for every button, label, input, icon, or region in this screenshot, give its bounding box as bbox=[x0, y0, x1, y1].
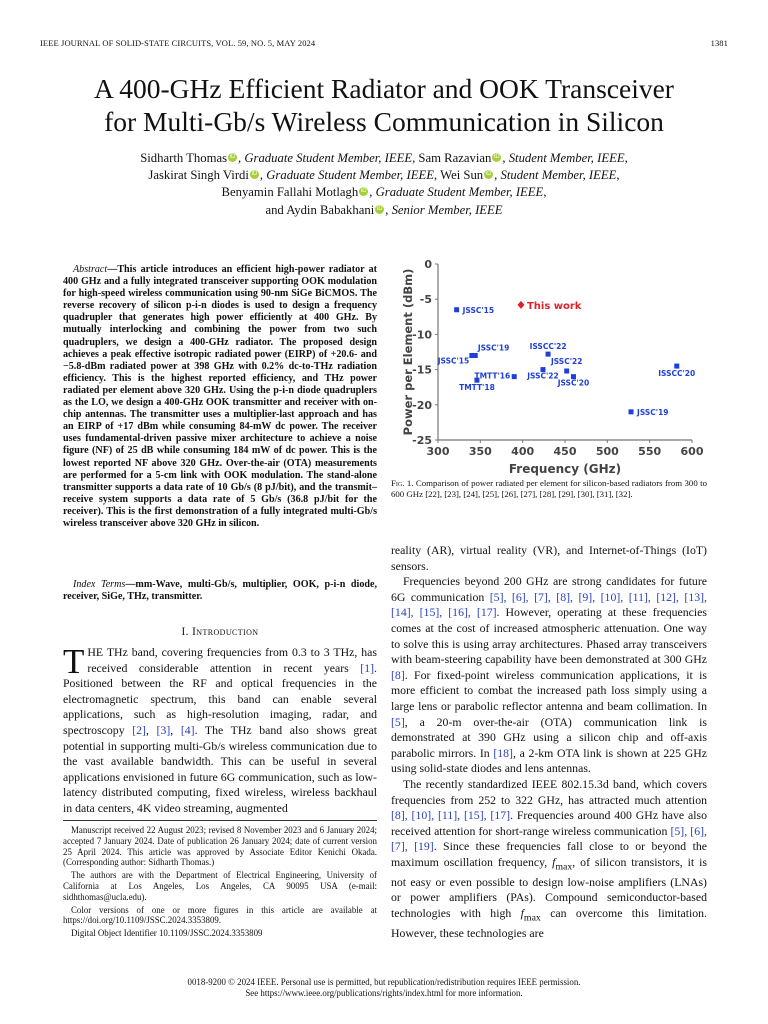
data-point-marker bbox=[454, 307, 459, 312]
x-tick-label: 400 bbox=[511, 445, 535, 458]
this-work-label: This work bbox=[526, 300, 582, 312]
index-terms-text: mm-Wave, multi-Gb/s, multiplier, OOK, p-i-n diode, receiver, SiGe, THz, transmitter. bbox=[63, 579, 377, 603]
caption-text: Comparison of power radiated per element for silicon-based radiators from 300 to 600 GHz [22], [23], [24], [25], [26], [27], [28], [29], [30], [31], [32]. bbox=[391, 478, 707, 499]
footnote-divider bbox=[63, 820, 377, 821]
data-point-label: ISSCC'22 bbox=[529, 342, 567, 352]
author-list bbox=[30, 150, 738, 219]
orcid-icon[interactable]: iD bbox=[376, 205, 383, 212]
y-tick-label: -10 bbox=[412, 328, 432, 342]
fmax-subscript: max bbox=[523, 912, 541, 924]
author-name: Jaskirat Singh Virdi bbox=[148, 168, 249, 183]
paragraph bbox=[391, 574, 707, 777]
journal-name: IEEE JOURNAL OF SOLID-STATE CIRCUITS, VOL. 59, NO. 5, MAY 2024 bbox=[40, 38, 316, 48]
citation-link[interactable]: [5] bbox=[391, 714, 405, 729]
running-head bbox=[40, 38, 728, 48]
y-tick-label: -5 bbox=[419, 293, 432, 307]
abstract-text: This article introduces an efficient high-power radiator at 400 GHz and a fully integrated transceiver supporting OOK modulation for high-speed wireless communication using 90-nm SiGe BiCMOS. The reverse recovery of silicon p-i-n diodes is used to design a frequency quadrupler that generates high power efficiently at 400 GHz. By mutually interlocking and combining the power from two such quadruplers, we design a 400-GHz radiator. The proposed design achieves a peak effective isotropic radiated power (EIRP) of +20.6- and −5.8-dBm radiated power at 398 GHz with 0.2% dc-to-THz radiation efficiency. This is the highest reported efficiency, and THz power radiated per element above 320 GHz. Using the p-i-n diode quadruplers as the LO, we design a 400-GHz OOK transmitter and receiver with on-chip antennas. The transmitter uses a multiplier-last approach and has an EIRP of +17 dBm while consuming 84-mW dc power. The receiver uses fundamental-driven passive mixer architecture to achieve a noise figure (NF) of 25 dB while consuming 184 mW of dc power. This is the lowest reported NF above 320 GHz. Over-the-air (OTA) measurements are performed for a 5-cm link with OOK modulation. The stand-alone transmitter supports a data rate of 10 Gb/s (8 pJ/bit), and the transmit–receive system supports a data rate of 5 Gb/s (36.8 pJ/bit for the receiver). This is the first demonstration of a fully integrated multi-Gb/s wireless transceiver above 320 GHz in silicon. bbox=[63, 264, 377, 529]
x-tick-label: 550 bbox=[638, 445, 662, 458]
x-tick-label: 350 bbox=[468, 445, 492, 458]
paragraph-text: . Since these frequencies fall close to or beyond the maximum oscillation frequency, bbox=[391, 839, 707, 869]
x-tick-label: 600 bbox=[680, 445, 704, 458]
author-line-3: Benyamin Fallahi Motlagh iD , Graduate Student Member, IEEE, bbox=[221, 185, 547, 200]
data-point-marker bbox=[473, 353, 478, 358]
footnotes bbox=[63, 825, 377, 941]
figure-1-chart bbox=[392, 252, 712, 488]
section-number: I. bbox=[181, 626, 189, 638]
author-name: Sam Razavian bbox=[418, 151, 492, 165]
paper-title bbox=[30, 72, 738, 138]
author-line-2: Jaskirat Singh Virdi iD , Graduate Student Member, IEEE, Wei Sun iD , Student Member, IEEE, bbox=[148, 168, 620, 183]
caption-label: Fig. 1. bbox=[391, 478, 414, 488]
section-title: Introduction bbox=[192, 626, 259, 638]
scatter-plot bbox=[392, 252, 712, 488]
orcid-icon[interactable]: iD bbox=[494, 154, 500, 160]
x-tick-label: 450 bbox=[553, 445, 577, 458]
abstract-dash: — bbox=[107, 264, 118, 275]
author-role: Graduate Student Member, IEEE bbox=[244, 151, 413, 165]
y-axis-label: Power per Element (dBm) bbox=[401, 268, 415, 436]
citation-separator: , bbox=[170, 722, 181, 737]
citation-link[interactable]: [3] bbox=[156, 722, 171, 737]
drop-cap: T bbox=[63, 642, 85, 681]
fmax-symbol: f bbox=[552, 854, 556, 869]
intro-text: . The THz band also shows great potential in supporting multi-Gb/s wireless communication due to the vast available bandwidth. This can be useful in several applications envisioned in future 6G communication, such as low-latency distributed computing, fixed wireless, wireless backhaul in data centers, 4K video streaming, augmented bbox=[63, 722, 377, 815]
paragraph bbox=[391, 777, 707, 942]
citation-link[interactable]: [8] bbox=[391, 667, 405, 682]
data-point-label: JSSC'22 bbox=[527, 371, 559, 381]
data-point-label: TMTT'16 bbox=[474, 371, 511, 381]
intro-text: THz band, covering frequencies from 0.3 to 3 THz, has received considerable attention in recent years bbox=[87, 645, 377, 675]
author-line-4: and Aydin Babakhani iD , Senior Member, IEEE bbox=[265, 202, 503, 217]
data-point-marker bbox=[674, 364, 679, 369]
footnote-color: Color versions of one or more figures in this article are available at https://doi.org/10.1109/JSSC.2024.3353809. bbox=[63, 904, 377, 926]
citation-link[interactable]: [8], [10], [11], [15], [17] bbox=[391, 808, 511, 823]
paragraph-text: , a 20-m over-the-air (OTA) communication link is demonstrated at 390 GHz using a silicon chip and off-axis parabolic mirrors. In bbox=[391, 714, 707, 760]
author-name: Aydin Babakhani bbox=[286, 202, 375, 217]
orcid-icon[interactable]: iD bbox=[251, 171, 258, 178]
paragraph-text: The recently standardized IEEE 802.15.3d band, which covers frequencies from 252 to 322 GHz, has attracted much attention bbox=[391, 776, 707, 807]
author-role: Student Member, IEEE bbox=[508, 151, 625, 165]
citation-link[interactable]: [5], [6], [7], [19] bbox=[391, 823, 707, 854]
abstract bbox=[63, 264, 377, 530]
x-axis-label: Frequency (GHz) bbox=[508, 462, 622, 476]
copyright-line-1: 0018-9200 © 2024 IEEE. Personal use is permitted, but republication/redistribution requires IEEE permission. bbox=[187, 977, 581, 987]
author-name: Benyamin Fallahi Motlagh bbox=[221, 185, 359, 200]
title-line-2: for Multi-Gb/s Wireless Communication in Silicon bbox=[104, 106, 664, 137]
paragraph-text: can overcome this limitation. However, these technologies are bbox=[391, 906, 708, 940]
data-point-marker bbox=[564, 369, 569, 374]
author-line-1: Sidharth Thomas iD , Graduate Student Member, IEEE, Sam Razavian iD , Student Member, IEEE, bbox=[140, 151, 628, 165]
data-point-marker bbox=[512, 374, 517, 379]
citation-link[interactable]: [1] bbox=[360, 660, 375, 675]
data-point-label: JSSC'19 bbox=[477, 343, 510, 353]
y-tick-label: -20 bbox=[412, 398, 432, 412]
author-name: Sidharth Thomas bbox=[140, 151, 228, 165]
y-tick-label: 0 bbox=[424, 258, 432, 271]
index-terms-label: Index Terms bbox=[73, 579, 126, 590]
y-tick-label: -25 bbox=[412, 434, 432, 447]
section-heading bbox=[63, 626, 377, 638]
right-column-text bbox=[391, 543, 707, 942]
data-point-label: JSSC'19 bbox=[637, 407, 669, 417]
author-prefix: and bbox=[265, 202, 284, 217]
data-point-label: ISSCC'20 bbox=[658, 369, 696, 379]
title-line-1: A 400-GHz Efficient Radiator and OOK Transceiver bbox=[94, 73, 674, 104]
paragraph-text: , of silicon transistors, it is not easy or even possible to design low-noise amplifiers (LNAs) or power amplifiers (PAs). Compound semiconductor-based technologies with high bbox=[391, 854, 707, 921]
author-role: Graduate Student Member, IEEE bbox=[266, 168, 434, 183]
data-point-marker bbox=[546, 352, 551, 357]
citation-link[interactable]: [18] bbox=[493, 745, 513, 760]
copyright-notice bbox=[60, 977, 708, 999]
intro-text: . Positioned between the RF and optical frequencies in the electromagnetic spectrum, this band can enable several applications, such as high-resolution imaging, radar, and spectroscopy bbox=[63, 660, 377, 737]
x-tick-label: 500 bbox=[595, 445, 619, 458]
figure-caption bbox=[391, 478, 707, 499]
paragraph-text: , a 2-km OTA link is shown at 225 GHz using solid-state diodes and lens antennas. bbox=[391, 745, 707, 776]
paragraph-text: Frequencies beyond 200 GHz are strong candidates for future 6G communication bbox=[391, 574, 707, 604]
orcid-icon[interactable]: iD bbox=[485, 171, 492, 178]
intro-paragraph bbox=[63, 642, 377, 817]
this-work-marker bbox=[517, 301, 524, 309]
data-point-label: JSSC'22 bbox=[550, 357, 583, 367]
citation-link[interactable]: [5], [6], [7], [8], [9], [10], [11], [12], [13], [14], [15], [16], [17] bbox=[391, 589, 708, 620]
citation-link[interactable]: [2] bbox=[132, 722, 146, 737]
citation-link[interactable]: [4] bbox=[180, 722, 195, 737]
copyright-line-2: See https://www.ieee.org/publications/rights/index.html for more information. bbox=[245, 988, 523, 998]
index-terms-dash: — bbox=[125, 579, 136, 590]
orcid-icon[interactable]: iD bbox=[360, 188, 367, 195]
paragraph: reality (AR), virtual reality (VR), and Internet-of-Things (IoT) sensors. bbox=[391, 543, 707, 573]
data-point-label: JSSC'15 bbox=[437, 356, 470, 366]
footnote-affiliation: The authors are with the Department of Electrical Engineering, University of California at Los Angeles, Los Angeles, CA 90095 USA (e-mail: sidhthomas@ucla.edu). bbox=[63, 870, 377, 902]
fmax-symbol: f bbox=[520, 906, 524, 921]
citation-separator: , bbox=[145, 722, 157, 737]
data-point-label: JSSC'15 bbox=[462, 305, 495, 315]
footnote-manuscript: Manuscript received 22 August 2023; revised 8 November 2023 and 6 January 2024; accepted 7 January 2024. Date of publication 26 January 2024; date of current version 25 April 2024. This article was approved by Associate Editor Kenichi Okada. (Corresponding author: Sidharth Thomas.) bbox=[63, 825, 377, 868]
index-terms bbox=[63, 579, 377, 603]
abstract-label: Abstract bbox=[73, 264, 108, 275]
data-point-label: JSSC'20 bbox=[557, 378, 590, 388]
author-role: Student Member, IEEE bbox=[500, 168, 617, 183]
page-number: 1381 bbox=[710, 38, 728, 48]
author-name: Wei Sun bbox=[440, 168, 484, 183]
author-role: Graduate Student Member, IEEE bbox=[375, 185, 544, 200]
intro-caps-word: HE bbox=[87, 645, 104, 659]
author-role: Senior Member, IEEE bbox=[391, 202, 503, 217]
fmax-subscript: max bbox=[555, 861, 573, 873]
data-point-marker bbox=[629, 409, 634, 414]
data-point-label: TMTT'18 bbox=[459, 383, 495, 393]
paragraph-text: . For fixed-point wireless communication applications, it is more efficient to combat the increased path loss simply using a large lens or parabolic reflector antenna and beam collimation. In bbox=[391, 667, 707, 713]
y-tick-label: -15 bbox=[412, 363, 432, 377]
paragraph-text: . Frequencies around 400 GHz have also received attention for short-range wireless communication bbox=[391, 808, 707, 838]
footnote-doi: Digital Object Identifier 10.1109/JSSC.2024.3353809 bbox=[71, 928, 263, 939]
paragraph-text: . However, operating at these frequencies comes at the cost of increased atmospheric attenuation. One way to solve this is using array architectures. Phased array transceivers with beam-steering capability have been demonstrated at 300 GHz bbox=[391, 605, 708, 667]
orcid-icon[interactable]: iD bbox=[229, 154, 236, 160]
x-tick-label: 300 bbox=[426, 445, 450, 458]
